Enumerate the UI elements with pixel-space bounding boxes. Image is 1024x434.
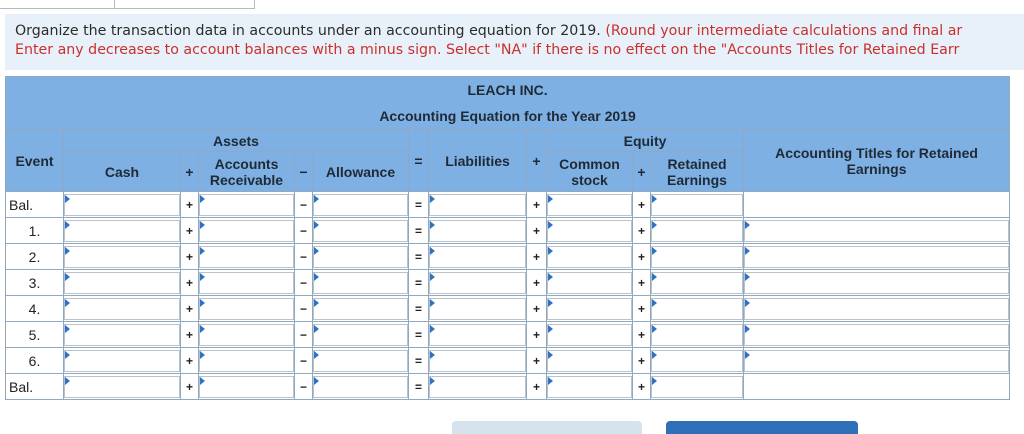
allowance-header: Allowance — [313, 152, 409, 192]
table-row — [6, 296, 1010, 322]
table-row — [6, 348, 1010, 374]
table-row — [6, 244, 1010, 270]
accounts-receivable-header — [199, 152, 295, 192]
plus-operator: + — [181, 192, 199, 218]
titles-cell — [744, 192, 1010, 218]
input-marker-icon — [430, 377, 435, 385]
input-marker-icon — [200, 273, 205, 281]
input-marker-icon — [745, 299, 750, 307]
table-row — [6, 322, 1010, 348]
top-tab-strip — [0, 0, 1024, 10]
input-marker-icon — [548, 299, 553, 307]
instructions-line-2: Enter any decreases to account balances with a minus sign. Select "NA" if there is no effect on the "Accounts Titles for Retained Earr — [15, 42, 960, 58]
input-marker-icon — [200, 325, 205, 333]
titles-cell — [744, 322, 1010, 348]
input-marker-icon — [652, 247, 657, 255]
retained-earnings-input-cell — [651, 244, 744, 270]
liabilities-input[interactable] — [429, 272, 526, 294]
retained-earnings-input-cell — [651, 348, 744, 374]
plus-header: + — [633, 152, 651, 192]
input-marker-icon — [314, 221, 319, 229]
allowance-input-cell — [313, 218, 409, 244]
retained-earnings-input-cell — [651, 296, 744, 322]
common-stock-input-cell — [547, 270, 633, 296]
input-marker-icon — [65, 221, 70, 229]
table-row — [6, 192, 1010, 218]
input-marker-icon — [65, 299, 70, 307]
cash-input[interactable] — [64, 350, 180, 372]
plus-operator: + — [181, 218, 199, 244]
prev-button[interactable] — [452, 421, 642, 434]
retained-earnings-input[interactable] — [651, 246, 743, 268]
input-marker-icon — [548, 325, 553, 333]
equals-header: = — [409, 130, 429, 192]
minus-operator: − — [295, 374, 313, 400]
minus-operator: − — [295, 270, 313, 296]
tab-divider — [0, 0, 115, 9]
allowance-input-cell — [313, 244, 409, 270]
tab-divider — [115, 0, 255, 9]
input-marker-icon — [65, 273, 70, 281]
accounts-receivable-input-cell — [199, 322, 295, 348]
cash-input[interactable] — [64, 324, 180, 346]
input-marker-icon — [200, 247, 205, 255]
accounts-receivable-input[interactable] — [199, 220, 294, 242]
allowance-input[interactable] — [313, 272, 408, 294]
common-stock-input[interactable] — [547, 220, 632, 242]
plus-operator: + — [527, 374, 547, 400]
minus-header: − — [295, 152, 313, 192]
input-marker-icon — [745, 351, 750, 359]
common-stock-input-cell — [547, 348, 633, 374]
common-stock-input-cell — [547, 192, 633, 218]
input-marker-icon — [652, 299, 657, 307]
input-marker-icon — [65, 325, 70, 333]
input-marker-icon — [430, 351, 435, 359]
plus-operator: + — [527, 322, 547, 348]
re-header-line2: Earnings — [667, 171, 727, 188]
cash-input-cell — [64, 192, 181, 218]
cash-input[interactable] — [64, 298, 180, 320]
accounts-receivable-input[interactable] — [199, 324, 294, 346]
cash-input-cell — [64, 348, 181, 374]
equals-operator: = — [409, 244, 429, 270]
input-marker-icon — [548, 273, 553, 281]
plus-operator: + — [633, 270, 651, 296]
accounts-receivable-input-cell — [199, 270, 295, 296]
re-header-line1: Retained — [667, 155, 727, 172]
plus-operator: + — [527, 270, 547, 296]
equals-operator: = — [409, 270, 429, 296]
equals-operator: = — [409, 218, 429, 244]
instructions-box — [5, 14, 1024, 70]
allowance-input[interactable] — [313, 298, 408, 320]
cash-input[interactable] — [64, 272, 180, 294]
liabilities-input[interactable] — [429, 350, 526, 372]
common-header-line1: Common — [559, 155, 620, 172]
cash-input[interactable] — [64, 376, 180, 398]
plus-operator: + — [633, 374, 651, 400]
titles-cell — [744, 296, 1010, 322]
input-marker-icon — [548, 195, 553, 203]
assets-group-header: Assets — [64, 130, 409, 152]
common-stock-input[interactable] — [547, 376, 632, 398]
input-marker-icon — [745, 273, 750, 281]
common-stock-input[interactable] — [547, 324, 632, 346]
input-marker-icon — [652, 325, 657, 333]
table-row — [6, 374, 1010, 400]
plus-operator: + — [181, 374, 199, 400]
input-marker-icon — [314, 195, 319, 203]
accounts-receivable-input[interactable] — [199, 272, 294, 294]
liabilities-input[interactable] — [429, 194, 526, 216]
allowance-input[interactable] — [313, 324, 408, 346]
equals-operator: = — [409, 296, 429, 322]
input-marker-icon — [200, 351, 205, 359]
equity-group-header: Equity — [547, 130, 744, 152]
input-marker-icon — [314, 351, 319, 359]
table-title: Accounting Equation for the Year 2019 — [379, 108, 636, 124]
input-marker-icon — [745, 325, 750, 333]
allowance-input[interactable] — [313, 246, 408, 268]
common-stock-input[interactable] — [547, 298, 632, 320]
input-marker-icon — [430, 299, 435, 307]
cash-input-cell — [64, 322, 181, 348]
plus-operator: + — [181, 322, 199, 348]
plus-header: + — [527, 130, 547, 192]
titles-cell — [744, 348, 1010, 374]
allowance-input[interactable] — [313, 350, 408, 372]
titles-cell — [744, 218, 1010, 244]
input-marker-icon — [200, 299, 205, 307]
input-marker-icon — [314, 377, 319, 385]
input-marker-icon — [652, 221, 657, 229]
cash-input-cell — [64, 374, 181, 400]
cash-input-cell — [64, 244, 181, 270]
plus-operator: + — [527, 218, 547, 244]
retained-earnings-title-select[interactable] — [744, 350, 1009, 372]
plus-operator: + — [633, 218, 651, 244]
titles-cell — [744, 374, 1010, 400]
minus-operator: − — [295, 244, 313, 270]
retained-earnings-input-cell — [651, 218, 744, 244]
retained-earnings-input-cell — [651, 374, 744, 400]
minus-operator: − — [295, 322, 313, 348]
retained-earnings-title-select[interactable] — [744, 324, 1009, 346]
common-stock-input[interactable] — [547, 246, 632, 268]
liabilities-input[interactable] — [429, 220, 526, 242]
input-marker-icon — [430, 273, 435, 281]
plus-operator: + — [633, 244, 651, 270]
input-marker-icon — [548, 247, 553, 255]
accounts-receivable-input-cell — [199, 192, 295, 218]
plus-operator: + — [181, 244, 199, 270]
liabilities-input[interactable] — [429, 246, 526, 268]
common-stock-input-cell — [547, 322, 633, 348]
plus-operator: + — [527, 244, 547, 270]
accounts-receivable-input-cell — [199, 348, 295, 374]
equals-operator: = — [409, 348, 429, 374]
common-stock-input-cell — [547, 374, 633, 400]
event-label: 3. — [6, 270, 64, 296]
input-marker-icon — [314, 273, 319, 281]
allowance-input[interactable] — [313, 220, 408, 242]
event-label: Bal. — [6, 374, 64, 400]
liabilities-input[interactable] — [429, 376, 526, 398]
retained-earnings-input-cell — [651, 192, 744, 218]
plus-operator: + — [527, 348, 547, 374]
input-marker-icon — [200, 195, 205, 203]
accounts-receivable-input[interactable] — [199, 194, 294, 216]
event-label: 5. — [6, 322, 64, 348]
liabilities-input-cell — [429, 348, 527, 374]
liabilities-input-cell — [429, 322, 527, 348]
titles-cell — [744, 270, 1010, 296]
equals-operator: = — [409, 192, 429, 218]
plus-operator: + — [633, 192, 651, 218]
input-marker-icon — [652, 195, 657, 203]
common-stock-input[interactable] — [547, 194, 632, 216]
plus-operator: + — [527, 192, 547, 218]
plus-operator: + — [181, 348, 199, 374]
input-marker-icon — [314, 299, 319, 307]
cash-header: Cash — [64, 152, 181, 192]
input-marker-icon — [548, 351, 553, 359]
input-marker-icon — [652, 273, 657, 281]
equals-operator: = — [409, 322, 429, 348]
liabilities-input-cell — [429, 192, 527, 218]
input-marker-icon — [652, 377, 657, 385]
liabilities-input-cell — [429, 270, 527, 296]
ar-header-line2: Receivable — [209, 171, 284, 188]
retained-earnings-title-select[interactable] — [744, 220, 1009, 242]
cash-input-cell — [64, 296, 181, 322]
titles-header-line1: Accounting Titles for Retained — [775, 144, 978, 161]
plus-operator: + — [633, 322, 651, 348]
input-marker-icon — [65, 351, 70, 359]
table-title-cell — [6, 77, 1010, 130]
accounting-equation-panel — [5, 76, 1024, 400]
input-marker-icon — [430, 325, 435, 333]
cash-input-cell — [64, 218, 181, 244]
table-row — [6, 270, 1010, 296]
common-stock-input-cell — [547, 218, 633, 244]
common-stock-input-cell — [547, 296, 633, 322]
cash-input[interactable] — [64, 194, 180, 216]
minus-operator: − — [295, 192, 313, 218]
input-marker-icon — [314, 325, 319, 333]
common-header-line2: stock — [571, 171, 608, 188]
common-stock-input[interactable] — [547, 272, 632, 294]
input-marker-icon — [65, 377, 70, 385]
common-stock-header — [547, 152, 633, 192]
cash-input-cell — [64, 270, 181, 296]
accounts-receivable-input[interactable] — [199, 350, 294, 372]
allowance-input-cell — [313, 296, 409, 322]
retained-earnings-input[interactable] — [651, 194, 743, 216]
input-marker-icon — [314, 247, 319, 255]
input-marker-icon — [200, 377, 205, 385]
input-marker-icon — [548, 221, 553, 229]
event-label: Bal. — [6, 192, 64, 218]
accounts-receivable-input[interactable] — [199, 376, 294, 398]
minus-operator: − — [295, 348, 313, 374]
accounts-receivable-input-cell — [199, 374, 295, 400]
next-button[interactable] — [666, 421, 858, 434]
equals-operator: = — [409, 374, 429, 400]
instructions-line-1 — [15, 22, 1024, 41]
allowance-input-cell — [313, 348, 409, 374]
plus-operator: + — [181, 296, 199, 322]
input-marker-icon — [430, 195, 435, 203]
retained-earnings-title-select[interactable] — [744, 246, 1009, 268]
retained-earnings-input[interactable] — [651, 350, 743, 372]
company-name: LEACH INC. — [467, 82, 548, 98]
plus-header: + — [181, 152, 199, 192]
retained-earnings-input-cell — [651, 322, 744, 348]
instructions-note: (Round your intermediate calculations and final ar — [605, 23, 963, 39]
cash-input[interactable] — [64, 220, 180, 242]
titles-header — [744, 130, 1010, 192]
liabilities-input-cell — [429, 244, 527, 270]
allowance-input[interactable] — [313, 194, 408, 216]
allowance-input-cell — [313, 192, 409, 218]
accounts-receivable-input[interactable] — [199, 246, 294, 268]
liabilities-input-cell — [429, 296, 527, 322]
retained-earnings-header — [651, 152, 744, 192]
retained-earnings-input[interactable] — [651, 324, 743, 346]
cash-input[interactable] — [64, 246, 180, 268]
table-body — [6, 192, 1010, 400]
allowance-input-cell — [313, 270, 409, 296]
input-marker-icon — [745, 221, 750, 229]
liabilities-header: Liabilities — [429, 130, 527, 192]
accounts-receivable-input-cell — [199, 218, 295, 244]
minus-operator: − — [295, 296, 313, 322]
common-stock-input-cell — [547, 244, 633, 270]
titles-cell — [744, 244, 1010, 270]
plus-operator: + — [527, 296, 547, 322]
input-marker-icon — [430, 247, 435, 255]
allowance-input-cell — [313, 322, 409, 348]
instructions-text: Organize the transaction data in accounts under an accounting equation for 2019. — [15, 23, 601, 39]
retained-earnings-title-select[interactable] — [744, 298, 1009, 320]
plus-operator: + — [181, 270, 199, 296]
allowance-input[interactable] — [313, 376, 408, 398]
ar-header-line1: Accounts — [214, 155, 279, 172]
titles-header-line2: Earnings — [846, 160, 907, 177]
event-header: Event — [6, 130, 64, 192]
input-marker-icon — [65, 247, 70, 255]
event-label: 1. — [6, 218, 64, 244]
liabilities-input[interactable] — [429, 298, 526, 320]
retained-earnings-input[interactable] — [651, 376, 743, 398]
accounting-equation-table — [5, 76, 1010, 400]
common-stock-input[interactable] — [547, 350, 632, 372]
retained-earnings-input-cell — [651, 270, 744, 296]
input-marker-icon — [548, 377, 553, 385]
liabilities-input-cell — [429, 218, 527, 244]
input-marker-icon — [200, 221, 205, 229]
event-label: 2. — [6, 244, 64, 270]
accounts-receivable-input-cell — [199, 244, 295, 270]
allowance-input-cell — [313, 374, 409, 400]
retained-earnings-input[interactable] — [651, 272, 743, 294]
table-row — [6, 218, 1010, 244]
minus-operator: − — [295, 218, 313, 244]
retained-earnings-title-select[interactable] — [744, 272, 1009, 294]
retained-earnings-input[interactable] — [651, 220, 743, 242]
retained-earnings-input[interactable] — [651, 298, 743, 320]
event-label: 6. — [6, 348, 64, 374]
plus-operator: + — [633, 348, 651, 374]
liabilities-input[interactable] — [429, 324, 526, 346]
input-marker-icon — [652, 351, 657, 359]
input-marker-icon — [745, 247, 750, 255]
event-label: 4. — [6, 296, 64, 322]
input-marker-icon — [430, 221, 435, 229]
liabilities-input-cell — [429, 374, 527, 400]
accounts-receivable-input-cell — [199, 296, 295, 322]
input-marker-icon — [65, 195, 70, 203]
plus-operator: + — [633, 296, 651, 322]
accounts-receivable-input[interactable] — [199, 298, 294, 320]
